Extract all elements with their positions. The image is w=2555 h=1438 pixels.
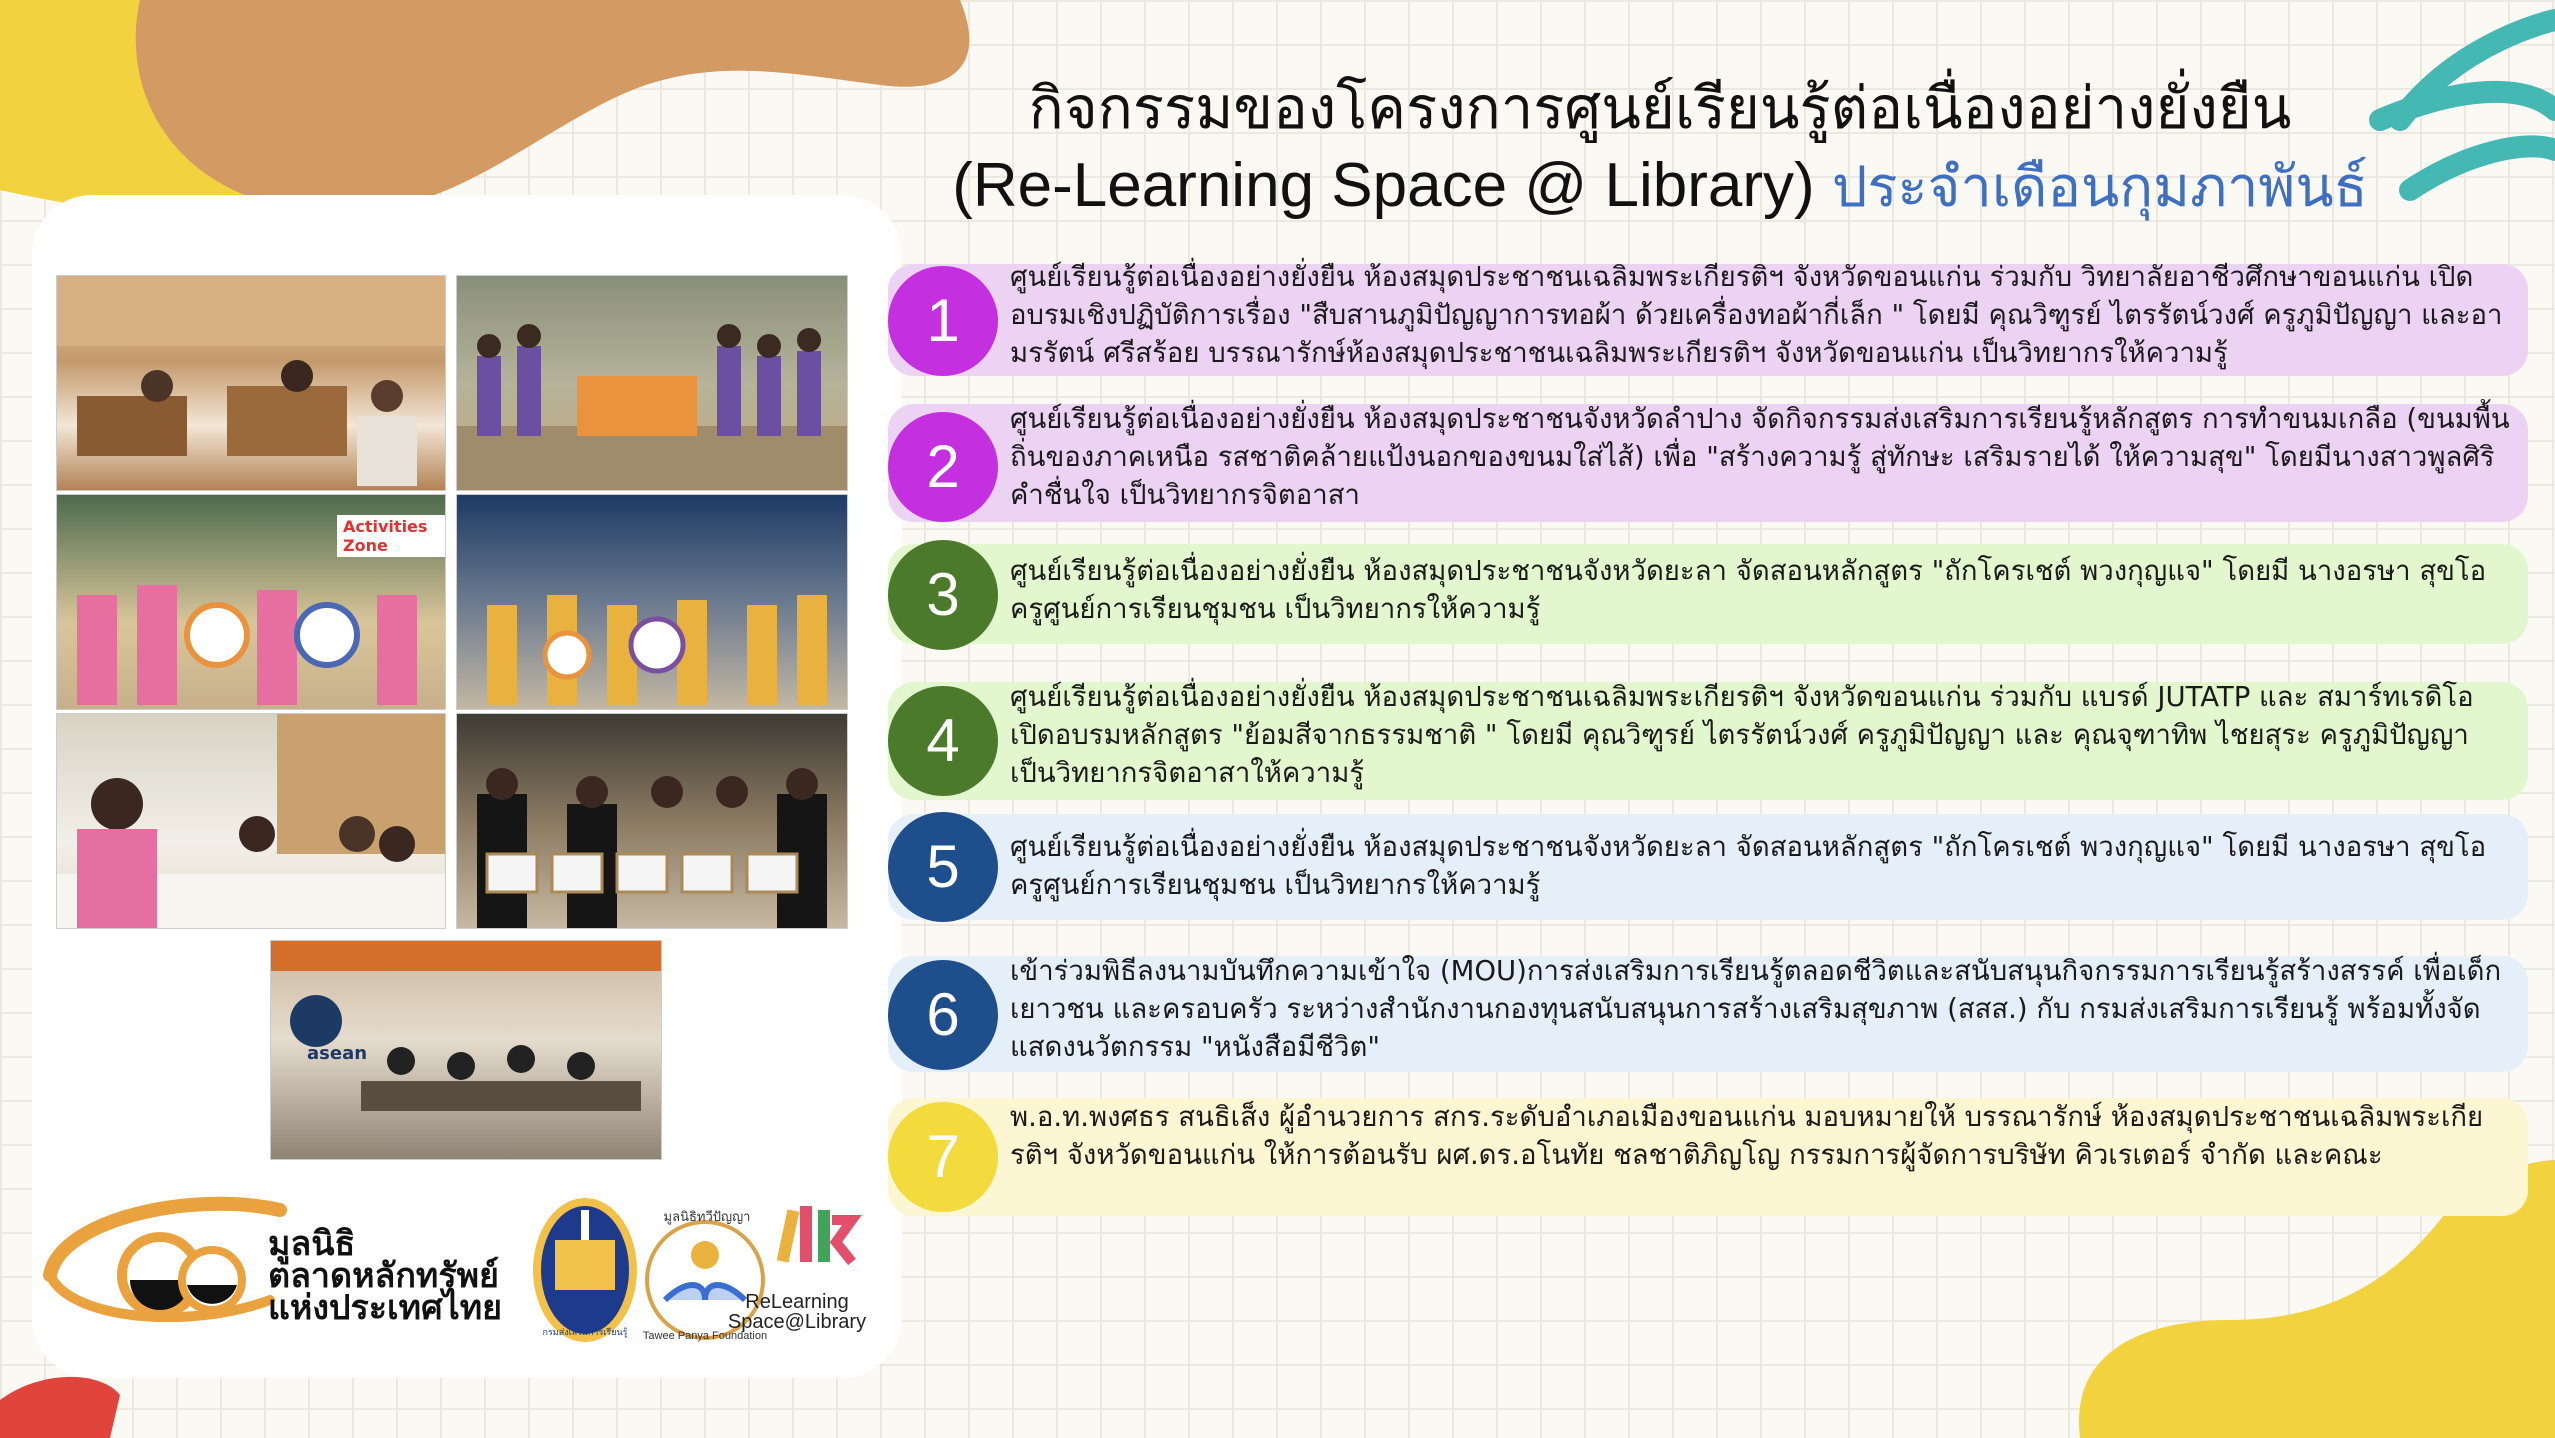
page-title — [880, 70, 2440, 228]
title-month: ประจำเดือนกุมภาพันธ์ — [1831, 155, 2368, 220]
photo-1-scene — [57, 276, 445, 490]
activity-photo-1 — [56, 275, 446, 491]
department-ring-text: กรมส่งเสริมการเรียนรู้ — [542, 1328, 628, 1338]
activity-text-6: เข้าร่วมพิธีลงนามบันทึกความเข้าใจ (MOU)การส่งเสริมการเรียนรู้ตลอดชีวิตและสนับสนุนกิจกรรมการเรียนรู้สร้างสรรค์ เพื่อเด็ก เยาวชน และครอบครัว ระหว่างสำนักงานกองทุนสนับสนุนการสร้างเสริมสุขภาพ (สสส.) กับ กรมส่งเสริมการเรียนรู้ พร้อมทั้งจัดแสดงนวัตกรรม "หนังสือมีชีวิต" — [1010, 955, 2502, 1063]
title-line2 — [880, 146, 2440, 228]
red-blob-bottom-left — [0, 1377, 120, 1438]
activity-item-7 — [888, 1098, 2528, 1223]
foundation-logo-mark — [50, 1204, 280, 1317]
photo-7-caption: asean — [307, 1043, 368, 1064]
activity-photo-7 — [270, 940, 662, 1160]
activity-item-4 — [888, 678, 2528, 803]
activity-number-6: 6 — [888, 960, 998, 1070]
tawee-bottom-text: Tawee Panya Foundation — [642, 1330, 768, 1342]
foundation-name-line2: ตลาดหลักทรัพย์ — [268, 1256, 499, 1296]
activity-text-5: ศูนย์เรียนรู้ต่อเนื่องอย่างยั่งยืน ห้องสมุดประชาชนจังหวัดยะลา จัดสอนหลักสูตร "ถักโครเชต์ พวงกุญแจ" โดยมี นางอรษา สุขโอ ครูศูนย์การเรียนชุมชน เป็นวิทยากรให้ความรู้ — [1010, 831, 2487, 901]
activity-photo-6 — [456, 713, 848, 929]
activity-number-4: 4 — [888, 686, 998, 796]
activity-text-1: ศูนย์เรียนรู้ต่อเนื่องอย่างยั่งยืน ห้องสมุดประชาชนเฉลิมพระเกียรติฯ จังหวัดขอนแก่น ร่วมกับ วิทยาลัยอาชีวศึกษาขอนแก่น เปิดอบรมเชิงปฏิบัติการเรื่อง "สืบสานภูมิปัญญาการทอผ้า ด้วยเครื่องทอผ้ากี่เล็ก " โดยมี คุณวิฑูรย์ ไตรรัตน์วงศ์ ครูภูมิปัญญา และอามรรัตน์ ศรีสร้อย บรรณารักษ์ห้องสมุดประชาชนเฉลิมพระเกียรติฯ จังหวัดขอนแก่น เป็นวิทยากรให้ความรู้ — [1010, 261, 2503, 369]
photo-3-caption: Activities Zone — [337, 515, 445, 557]
activity-number-7: 7 — [888, 1102, 998, 1212]
department-logo — [533, 1198, 637, 1342]
activity-text-2: ศูนย์เรียนรู้ต่อเนื่องอย่างยั่งยืน ห้องสมุดประชาชนจังหวัดลำปาง จัดกิจกรรมส่งเสริมการเรียนรู้หลักสูตร การทำขนมเกลือ (ขนมพื้นถิ่นของภาคเหนือ รสชาติคล้ายแป้งนอกของขนมใส่ไส้) เพื่อ "สร้างความรู้ สู่ทักษะ เสริมรายได้ ให้ความสุข" โดยมีนางสาวพูลศิริ คำชื่นใจ เป็นวิทยากรจิตอาสา — [1010, 403, 2510, 511]
activity-number-1: 1 — [888, 266, 998, 376]
activity-item-5 — [888, 814, 2528, 924]
activity-photo-5 — [56, 713, 446, 929]
activity-number-2: 2 — [888, 412, 998, 522]
tan-blob-top — [136, 0, 970, 213]
activity-text-4: ศูนย์เรียนรู้ต่อเนื่องอย่างยั่งยืน ห้องสมุดประชาชนเฉลิมพระเกียรติฯ จังหวัดขอนแก่น ร่วมกับ แบรด์ JUTATP และ สมาร์ทเรดิโอ เปิดอบรมหลักสูตร "ย้อมสีจากธรรมชาติ " โดยมี คุณวิฑูรย์ ไตรรัตน์วงศ์ ครูภูมิปัญญา และ คุณจุฑาทิพ ไชยสุระ ครูภูมิปัญญา เป็นวิทยากรจิตอาสาให้ความรู้ — [1010, 681, 2474, 789]
activity-item-2 — [888, 400, 2528, 525]
relearning-name-line2: Space@Library — [727, 1311, 867, 1333]
activity-photo-4 — [456, 494, 848, 710]
activity-item-3 — [888, 540, 2528, 650]
tawee-top-text: มูลนิธิทวีปัญญา — [663, 1210, 751, 1225]
relearning-name-line1: ReLearning — [745, 1291, 849, 1313]
photo-6-scene — [457, 714, 847, 928]
relearning-name — [722, 1292, 872, 1332]
foundation-name — [268, 1224, 503, 1328]
sponsor-logos — [40, 1180, 870, 1360]
photo-4-scene — [457, 495, 847, 709]
title-program: (Re-Learning Space @ Library) — [952, 151, 1815, 220]
photo-2-scene — [457, 276, 847, 490]
activity-photo-3 — [56, 494, 446, 710]
activity-text-7: พ.อ.ท.พงศธร สนธิเส็ง ผู้อำนวยการ สกร.ระดับอำเภอเมืองขอนแก่น มอบหมายให้ บรรณารักษ์ ห้องสมุดประชาชนเฉลิมพระเกียรติฯ จังหวัดขอนแก่น ให้การต้อนรับ ผศ.ดร.อโนทัย ชลชาติภิญโญ กรรมการผู้จัดการบริษัท คิวเรเตอร์ จำกัด และคณะ — [1010, 1101, 2484, 1171]
foundation-name-line1: มูลนิธิ — [268, 1224, 356, 1264]
foundation-name-line3: แห่งประเทศไทย — [268, 1288, 503, 1328]
title-line1: กิจกรรมของโครงการศูนย์เรียนรู้ต่อเนื่องอย่างยั่งยืน — [1028, 74, 2292, 142]
activity-number-3: 3 — [888, 540, 998, 650]
activity-number-5: 5 — [888, 812, 998, 922]
relearning-logo-mark — [777, 1206, 852, 1263]
photo-5-scene — [57, 714, 445, 928]
activity-item-6 — [888, 952, 2528, 1077]
activity-item-1 — [888, 258, 2528, 378]
activity-text-3: ศูนย์เรียนรู้ต่อเนื่องอย่างยั่งยืน ห้องสมุดประชาชนจังหวัดยะลา จัดสอนหลักสูตร "ถักโครเชต์ พวงกุญแจ" โดยมี นางอรษา สุขโอ ครูศูนย์การเรียนชุมชน เป็นวิทยากรให้ความรู้ — [1010, 555, 2487, 625]
activity-photo-2 — [456, 275, 848, 491]
